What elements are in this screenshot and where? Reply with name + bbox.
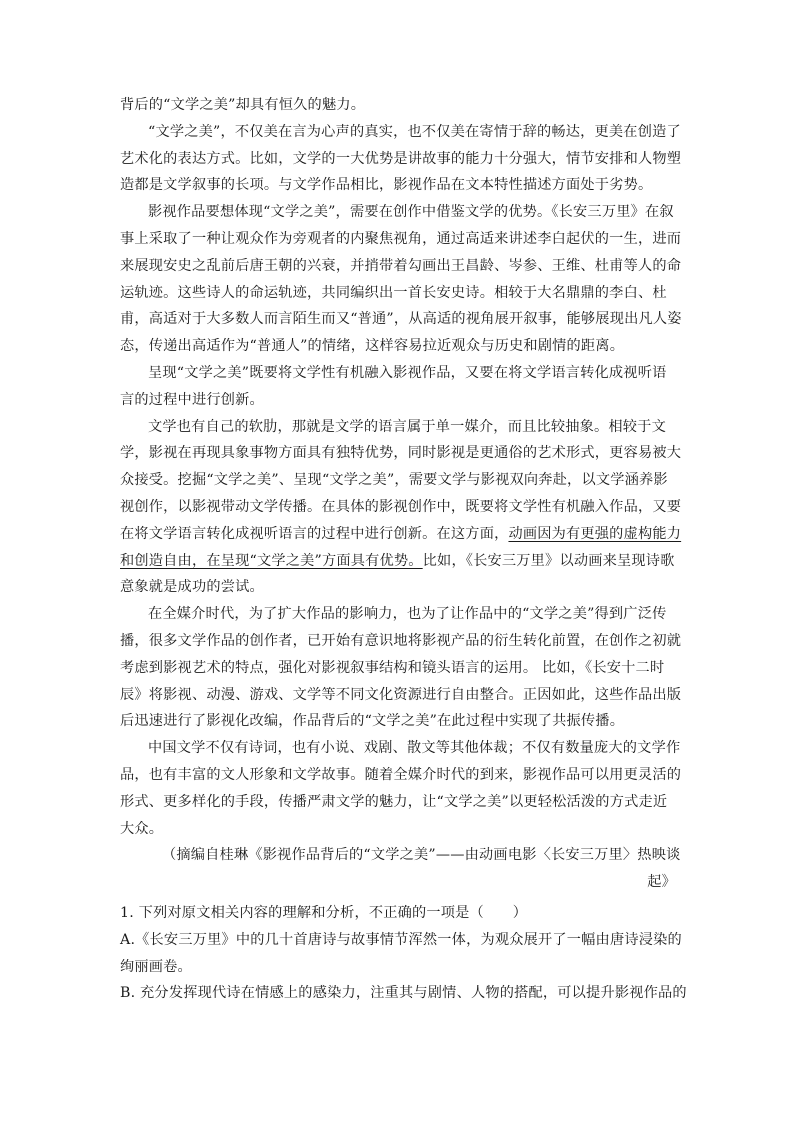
question-stem: 1. 下列对原文相关内容的理解和分析，不正确的一项是（ ） <box>120 904 528 921</box>
text-segment: 比如，《长安三万里》以动画来呈现诗歌 <box>422 552 675 569</box>
text-line: 来展现安史之乱前后唐王朝的兴衰，并捎带着勾画出王昌龄、岑参、王维、杜甫等人的命 <box>120 257 682 274</box>
text-line: 辰》将影视、动漫、游戏、文学等不同文化资源进行自由整合。正因如此，这些作品出版 <box>120 686 682 703</box>
option-a-continued: 绚丽画卷。 <box>120 958 192 975</box>
source-citation-end: 起》 <box>647 874 676 891</box>
text-line: 言的过程中进行创新。 <box>120 391 264 408</box>
text-line: 考虑到影视艺术的特点，强化对影视叙事结构和镜头语言的运用。 比如，《长安十二时 <box>120 659 665 676</box>
option-a: A.《长安三万里》中的几十首唐诗与故事情节浑然一体，为观众展开了一幅由唐诗浸染的 <box>120 931 682 948</box>
underlined-text: 动画因为有更强的虚构能力 <box>508 525 682 542</box>
text-line: 背后的“文学之美”却具有恒久的魅力。 <box>120 97 366 113</box>
text-line: 品，也有丰富的文人形象和文学故事。随着全媒介时代的到来，影视作品可以用更灵活的 <box>120 766 682 783</box>
paragraph-first-line: 影视作品要想体现“文学之美”，需要在创作中借鉴文学的优势。《长安三万里》在叙 <box>148 204 674 221</box>
paragraph-first-line: 文学也有自己的软肋，那就是文学的语言属于单一媒介，而且比较抽象。相较于文 <box>148 418 666 435</box>
text-line: 学，影视在再现具象事物方面具有独特优势，同时影视是更通俗的艺术形式，更容易被大 <box>120 445 682 462</box>
text-line: 视创作，以影视带动文学传播。在具体的影视创作中，既要将文学性有机融入作品，又要 <box>120 498 682 515</box>
text-line <box>120 521 682 548</box>
paragraph-first-line: 中国文学不仅有诗词，也有小说、戏剧、散文等其他体裁；不仅有数量庞大的文学作 <box>148 740 681 757</box>
paragraph-first-line: 呈现“文学之美”既要将文学性有机融入影视作品，又要在将文学语言转化成视听语 <box>148 364 667 381</box>
text-line: 态，传递出高适作为“普通人”的情绪，这样容易拉近观众与历史和剧情的距离。 <box>120 338 625 355</box>
text-line: 艺术化的表达方式。比如，文学的一大优势是讲故事的能力十分强大，情节安排和人物塑 <box>120 150 682 167</box>
paragraph-first-line: “文学之美”，不仅美在言为心声的真实，也不仅美在寄情于辞的畅达，更美在创造了 <box>148 123 681 140</box>
text-line: 播，很多文学作品的创作者，已开始有意识地将影视产品的衍生转化前置，在创作之初就 <box>120 632 682 649</box>
text-line: 甫，高适对于大多数人而言陌生而又“普通”，从高适的视角展开叙事，能够展现出凡人姿 <box>120 311 682 328</box>
text-segment: 在将文学语言转化成视听语言的过程中进行创新。在这方面， <box>120 525 509 542</box>
text-line: 意象就是成功的尝试。 <box>120 579 264 596</box>
article-body <box>120 92 687 1007</box>
text-line: 后迅速进行了影视化改编，作品背后的“文学之美”在此过程中实现了共振传播。 <box>120 713 625 730</box>
underlined-text: 和创造自由，在呈现“文学之美”方面具有优势。 <box>120 552 423 569</box>
paragraph-first-line: 在全媒介时代，为了扩大作品的影响力，也为了让作品中的“文学之美”得到广泛传 <box>148 606 667 623</box>
text-line: 造都是文学叙事的长项。与文学作品相比，影视作品在文本特性描述方面处于劣势。 <box>120 177 653 194</box>
text-line: 形式、更多样化的手段，传播严肃文学的魅力，让“文学之美”以更轻松活泼的方式走近 <box>120 793 668 810</box>
text-line: 运轨迹。这些诗人的命运轨迹，共同编织出一首长安史诗。相较于大名鼎鼎的李白、杜 <box>120 284 667 301</box>
source-citation: （摘编自桂琳《影视作品背后的“文学之美”——由动画电影〈长安三万里〉热映谈 <box>162 847 681 864</box>
text-line: 众接受。挖掘“文学之美”、呈现“文学之美”，需要文学与影视双向奔赴，以文学涵养影 <box>120 472 668 489</box>
text-line <box>120 548 676 575</box>
text-line: 事上采取了一种让观众作为旁观者的内聚焦视角，通过高适来讲述李白起伏的一生，进而 <box>120 230 682 247</box>
option-b: B. 充分发挥现代诗在情感上的感染力，注重其与剧情、人物的搭配，可以提升影视作品的 <box>120 985 687 1002</box>
text-line: 大众。 <box>120 820 164 837</box>
